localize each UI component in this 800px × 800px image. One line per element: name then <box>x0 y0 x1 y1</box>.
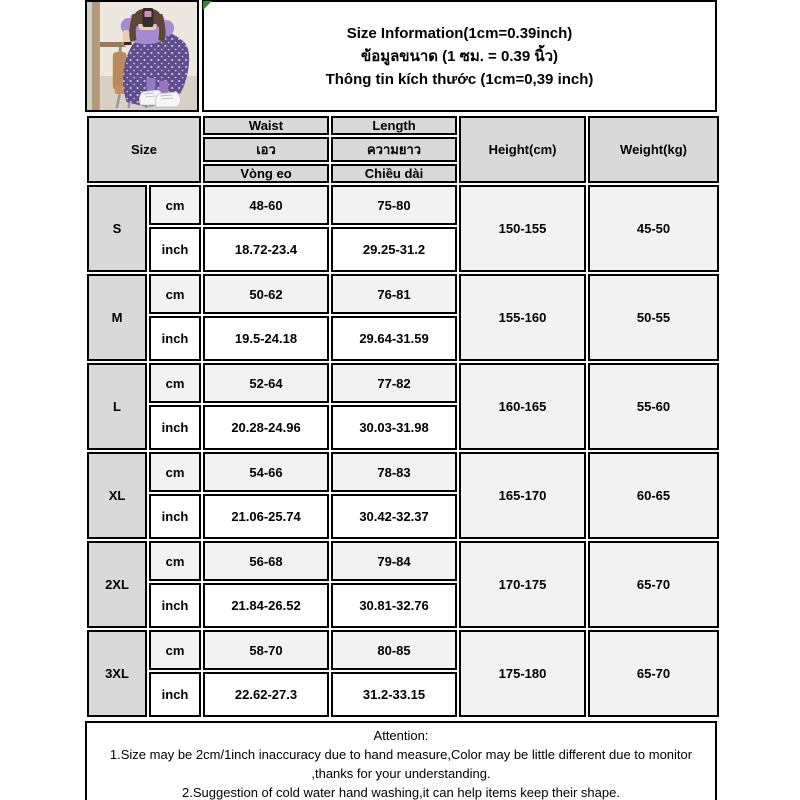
size-label-3xl: 3XL <box>87 630 147 717</box>
waist-header-vi: Vòng eo <box>203 164 329 183</box>
waist-header-en: Waist <box>203 116 329 135</box>
length-inch-value: 29.64-31.59 <box>331 316 457 361</box>
length-cm-value: 77-82 <box>331 363 457 403</box>
waist-inch-value: 21.84-26.52 <box>203 583 329 628</box>
table-row-l-cm <box>87 363 719 403</box>
height-value: 160-165 <box>459 363 586 450</box>
waist-cm-value: 52-64 <box>203 363 329 403</box>
waist-cm-value: 48-60 <box>203 185 329 225</box>
size-column-header: Size <box>87 116 201 183</box>
size-info-title-box <box>202 0 717 112</box>
height-value: 150-155 <box>459 185 586 272</box>
table-header-row-1 <box>87 116 719 135</box>
weight-value: 55-60 <box>588 363 719 450</box>
unit-inch-label: inch <box>149 316 201 361</box>
waist-cm-value: 54-66 <box>203 452 329 492</box>
height-value: 155-160 <box>459 274 586 361</box>
unit-inch-label: inch <box>149 672 201 717</box>
length-header-en: Length <box>331 116 457 135</box>
length-cm-value: 79-84 <box>331 541 457 581</box>
weight-column-header: Weight(kg) <box>588 116 719 183</box>
unit-cm-label: cm <box>149 274 201 314</box>
size-chart-content <box>85 0 717 800</box>
length-header-vi: Chiều dài <box>331 164 457 183</box>
attention-label: Attention: <box>373 728 429 743</box>
length-header-th: ความยาว <box>331 137 457 162</box>
waist-inch-value: 20.28-24.96 <box>203 405 329 450</box>
table-row-3xl-cm <box>87 630 719 670</box>
size-label-s: S <box>87 185 147 272</box>
length-cm-value: 76-81 <box>331 274 457 314</box>
length-cm-value: 75-80 <box>331 185 457 225</box>
unit-cm-label: cm <box>149 363 201 403</box>
height-value: 175-180 <box>459 630 586 717</box>
title-line-vietnamese: Thông tin kích thước (1cm=0,39 inch) <box>325 70 594 88</box>
waist-header-th: เอว <box>203 137 329 162</box>
size-label-l: L <box>87 363 147 450</box>
unit-cm-label: cm <box>149 541 201 581</box>
table-row-m-cm <box>87 274 719 314</box>
weight-value: 65-70 <box>588 630 719 717</box>
height-column-header: Height(cm) <box>459 116 586 183</box>
length-inch-value: 30.81-32.76 <box>331 583 457 628</box>
height-value: 170-175 <box>459 541 586 628</box>
top-strip <box>85 0 717 112</box>
length-cm-value: 78-83 <box>331 452 457 492</box>
waist-inch-value: 18.72-23.4 <box>203 227 329 272</box>
weight-value: 60-65 <box>588 452 719 539</box>
table-row-2xl-cm <box>87 541 719 581</box>
title-line-english: Size Information(1cm=0.39inch) <box>346 24 573 42</box>
product-photo-illustration <box>87 2 197 110</box>
unit-inch-label: inch <box>149 494 201 539</box>
unit-inch-label: inch <box>149 583 201 628</box>
weight-value: 45-50 <box>588 185 719 272</box>
length-cm-value: 80-85 <box>331 630 457 670</box>
length-inch-value: 29.25-31.2 <box>331 227 457 272</box>
waist-cm-value: 50-62 <box>203 274 329 314</box>
unit-inch-label: inch <box>149 227 201 272</box>
size-label-2xl: 2XL <box>87 541 147 628</box>
length-inch-value: 31.2-33.15 <box>331 672 457 717</box>
size-label-xl: XL <box>87 452 147 539</box>
length-inch-value: 30.03-31.98 <box>331 405 457 450</box>
unit-inch-label: inch <box>149 405 201 450</box>
height-value: 165-170 <box>459 452 586 539</box>
waist-inch-value: 19.5-24.18 <box>203 316 329 361</box>
green-corner-marker-icon <box>203 1 212 10</box>
product-photo <box>85 0 199 112</box>
size-table <box>85 114 721 719</box>
waist-inch-value: 22.62-27.3 <box>203 672 329 717</box>
waist-inch-value: 21.06-25.74 <box>203 494 329 539</box>
waist-cm-value: 58-70 <box>203 630 329 670</box>
weight-value: 50-55 <box>588 274 719 361</box>
length-inch-value: 30.42-32.37 <box>331 494 457 539</box>
title-line-thai: ข้อมูลขนาด (1 ซม. = 0.39 นิ้ว) <box>360 47 559 65</box>
unit-cm-label: cm <box>149 452 201 492</box>
table-row-xl-cm <box>87 452 719 492</box>
table-row-s-cm <box>87 185 719 225</box>
size-label-m: M <box>87 274 147 361</box>
weight-value: 65-70 <box>588 541 719 628</box>
unit-cm-label: cm <box>149 630 201 670</box>
unit-cm-label: cm <box>149 185 201 225</box>
attention-note-2: 2.Suggestion of cold water hand washing,it can help items keep their shape. <box>182 785 620 800</box>
attention-note-box <box>85 721 717 800</box>
waist-cm-value: 56-68 <box>203 541 329 581</box>
attention-note-1: 1.Size may be 2cm/1inch inaccuracy due to hand measure,Color may be little different due to monitor ,thanks for your understanding. <box>109 747 693 781</box>
